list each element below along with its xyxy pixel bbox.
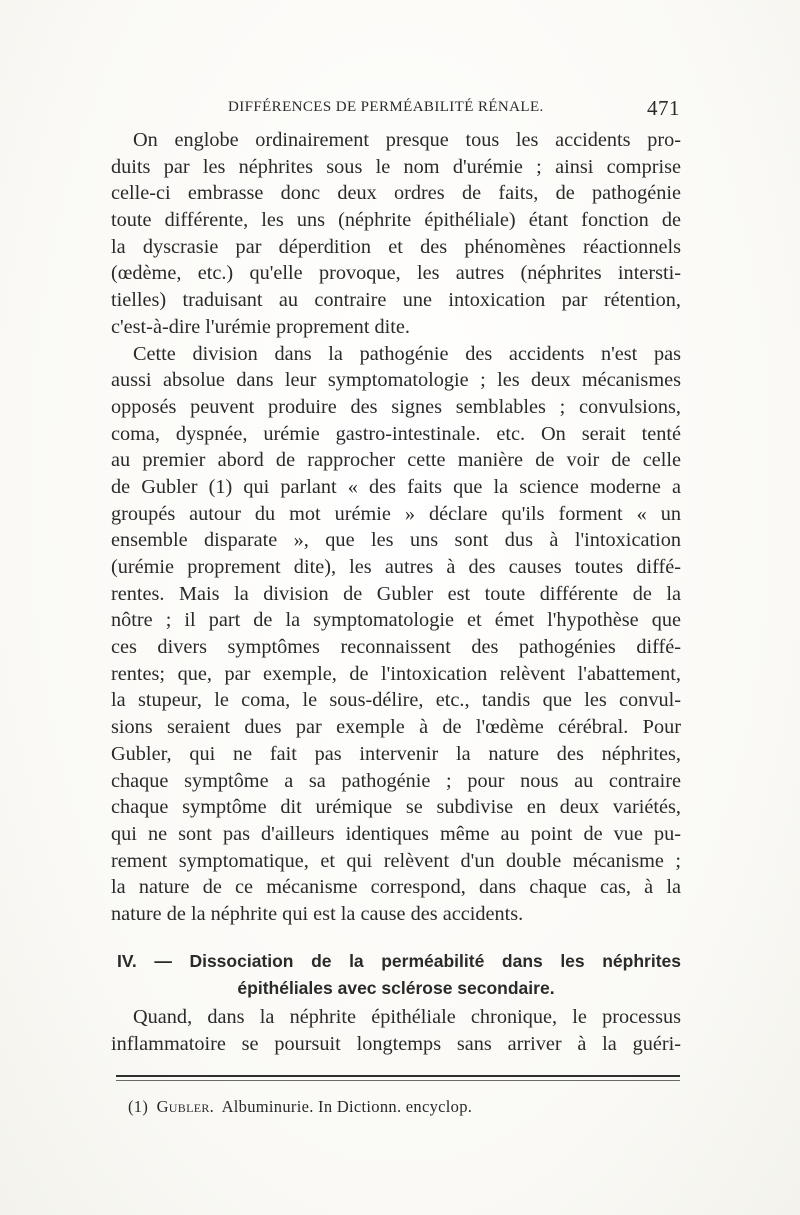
- text-line: rentes; que, par exemple, de l'intoxication relèvent l'abattement,: [111, 662, 681, 685]
- text-line: la dyscrasie par déperdition et des phénomènes réactionnels: [111, 235, 681, 258]
- text-line: Gubler, qui ne fait pas intervenir la nature des néphrites,: [111, 742, 681, 765]
- text-line: opposés peuvent produire des signes semblables ; convulsions,: [111, 395, 681, 418]
- text-line: On englobe ordinairement presque tous les accidents pro-: [133, 129, 681, 151]
- page-number: 471: [647, 96, 680, 120]
- footnote-author: Gubler.: [156, 1097, 215, 1116]
- body-text-continued: [111, 1004, 681, 1057]
- text-line: groupés autour du mot urémie » déclare qu'ils forment « un: [111, 502, 681, 525]
- text-line: nôtre ; il part de la symptomatologie et émet l'hypothèse que: [111, 609, 681, 632]
- text-line: coma, dyspnée, urémie gastro-intestinale. etc. On serait tenté: [111, 422, 681, 445]
- footnote: [128, 1097, 472, 1117]
- footnote-divider-thin: [116, 1080, 680, 1081]
- paragraph-1: [111, 127, 681, 341]
- text-line: qui ne sont pas d'ailleurs identiques même au point de vue pu-: [111, 822, 681, 845]
- body-text: [111, 127, 681, 928]
- footnote-marker: (1): [128, 1097, 149, 1116]
- text-line: chaque symptôme a sa pathogénie ; pour nous au contraire: [111, 769, 681, 792]
- text-line: ensemble disparate », que les uns sont dus à l'intoxication: [111, 529, 681, 552]
- text-line: Quand, dans la néphrite épithéliale chronique, le processus: [133, 1006, 681, 1028]
- text-line: rement symptomatique, et qui relèvent d'un double mécanisme ;: [111, 849, 681, 872]
- text-line: au premier abord de rapprocher cette manière de voir de celle: [111, 449, 681, 472]
- text-line: c'est-à-dire l'urémie proprement dite.: [111, 315, 410, 338]
- text-line: tielles) traduisant au contraire une intoxication par rétention,: [111, 289, 681, 312]
- text-line: aussi absolue dans leur symptomatologie ; les deux mécanismes: [111, 369, 681, 392]
- text-line: rentes. Mais la division de Gubler est toute différente de la: [111, 582, 681, 605]
- paragraph-3: [111, 1004, 681, 1057]
- text-line: toute différente, les uns (néphrite épithéliale) étant fonction de: [111, 209, 681, 232]
- text-line: chaque symptôme dit urémique se subdivise en deux variétés,: [111, 796, 681, 819]
- text-line: de Gubler (1) qui parlant « des faits que la science moderne a: [111, 475, 681, 498]
- footnote-divider: [116, 1075, 680, 1077]
- footnote-text: Albuminurie. In Dictionn. encyclop.: [221, 1097, 473, 1116]
- text-line: (urémie proprement dite), les autres à des causes toutes diffé-: [111, 556, 681, 578]
- page-header: [118, 96, 680, 124]
- text-line: la nature de ce mécanisme correspond, dans chaque cas, à la: [111, 876, 681, 899]
- running-title: DIFFÉRENCES DE PERMÉABILITÉ RÉNALE.: [228, 99, 544, 115]
- text-line: celle-ci embrasse donc deux ordres de faits, de pathogénie: [111, 182, 681, 205]
- text-line: inflammatoire se poursuit longtemps sans arriver à la guéri-: [111, 1032, 681, 1055]
- section-heading: [111, 948, 681, 1002]
- text-line: sions seraient dues par exemple à de l'œdème cérébral. Pour: [111, 716, 681, 739]
- text-line: la stupeur, le coma, le sous-délire, etc., tandis que les convul-: [111, 689, 681, 712]
- section-heading-line: IV. — Dissociation de la perméabilité dans les néphrites: [117, 951, 681, 971]
- text-line: ces divers symptômes reconnaissent des pathogénies diffé-: [111, 636, 681, 659]
- text-line: duits par les néphrites sous le nom d'urémie ; ainsi comprise: [111, 155, 681, 178]
- paragraph-2: [111, 341, 681, 928]
- text-line: Cette division dans la pathogénie des accidents n'est pas: [133, 342, 681, 365]
- text-line: nature de la néphrite qui est la cause des accidents.: [111, 902, 524, 925]
- section-heading-line: épithéliales avec sclérose secondaire.: [237, 978, 555, 998]
- text-line: (œdème, etc.) qu'elle provoque, les autres (néphrites intersti-: [111, 262, 681, 285]
